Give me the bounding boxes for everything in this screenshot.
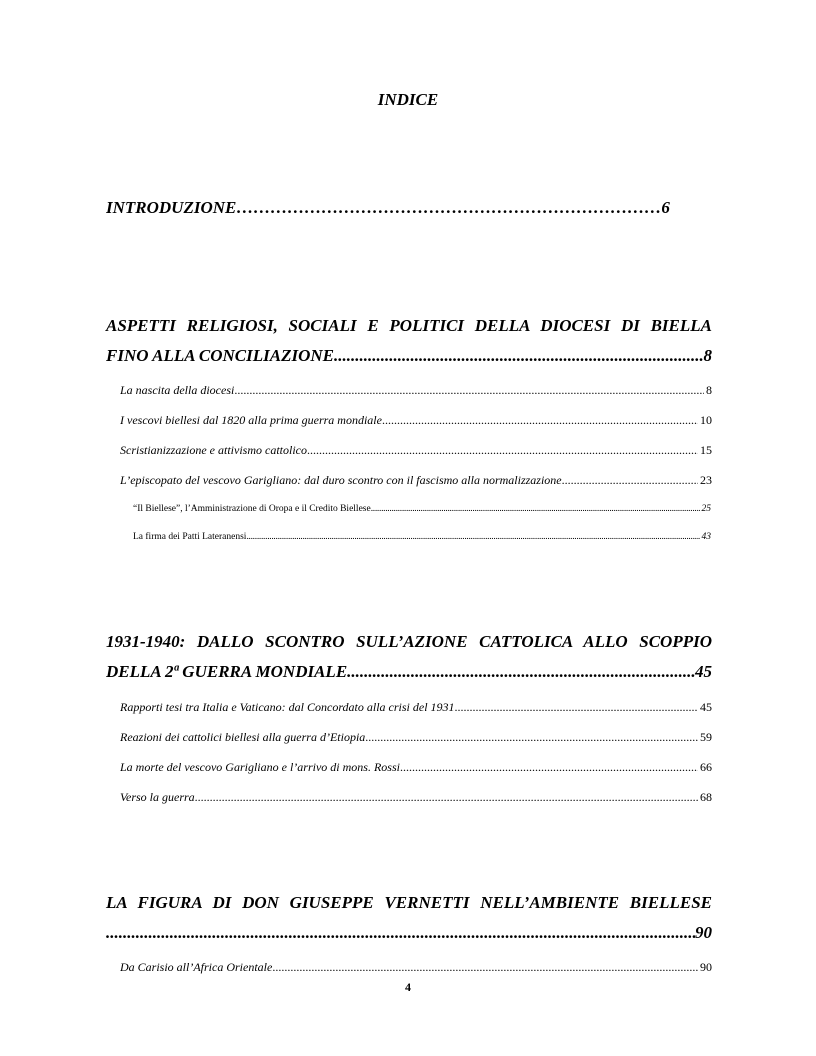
toc-section-label: La nascita della diocesi (120, 383, 235, 397)
page-number: 4 (405, 980, 411, 994)
toc-section-page: 45 (700, 700, 712, 714)
toc-section-page: 15 (700, 443, 712, 457)
toc-entry-page: 8 (703, 346, 712, 365)
toc-dot-leader (400, 760, 698, 775)
toc-section[interactable] (120, 413, 712, 431)
toc-dot-leader (347, 662, 695, 682)
toc-section-label: Da Carisio all’Africa Orientale (120, 960, 273, 974)
toc-section-label: Rapporti tesi tra Italia e Vaticano: dal Concordato alla crisi del 1931 (120, 700, 455, 714)
toc-section-page: 90 (700, 960, 712, 974)
toc-leader: ………………………………………………………………… (236, 198, 662, 217)
toc-section-page: 59 (700, 730, 712, 744)
toc-section-label: Reazioni dei cattolici biellesi alla guerra d’Etiopia (120, 730, 366, 744)
toc-section[interactable] (120, 960, 712, 978)
toc-dot-leader (106, 923, 695, 943)
chapter-1-title-line-1[interactable]: ASPETTI RELIGIOSI, SOCIALI E POLITICI DELLA DIOCESI DI BIELLA (106, 316, 712, 335)
chapter-2-title-line-2[interactable] (106, 662, 712, 688)
toc-dot-leader (272, 960, 698, 975)
toc-dot-leader (234, 383, 704, 398)
toc-section-label: La morte del vescovo Garigliano e l’arrivo di mons. Rossi (120, 760, 400, 774)
toc-dot-leader (246, 532, 699, 542)
toc-section-page: 68 (700, 790, 712, 804)
toc-section[interactable] (120, 473, 712, 491)
toc-entry-page: 45 (695, 662, 712, 681)
toc-subsection-page: 43 (701, 532, 711, 542)
toc-section[interactable] (120, 443, 712, 461)
toc-section-page: 8 (706, 383, 712, 397)
toc-section-page: 23 (700, 473, 712, 487)
toc-dot-leader (195, 790, 698, 805)
toc-section-label: I vescovi biellesi dal 1820 alla prima guerra mondiale (120, 413, 382, 427)
chapter-3-title-line-2[interactable] (106, 923, 712, 949)
toc-entry-page: 90 (695, 923, 712, 942)
toc-entry-label: INTRODUZIONE (106, 198, 237, 217)
toc-dot-leader (455, 700, 698, 715)
toc-section[interactable] (120, 760, 712, 778)
toc-subsection-page: 25 (701, 504, 711, 514)
toc-subsection[interactable] (133, 532, 711, 546)
toc-section[interactable] (120, 730, 712, 748)
toc-entry-page: 6 (661, 198, 670, 217)
toc-entry-introduzione[interactable] (106, 198, 706, 224)
toc-dot-leader (365, 730, 698, 745)
toc-section-page: 66 (700, 760, 712, 774)
toc-dot-leader (371, 504, 700, 514)
toc-subsection-label: “Il Biellese”, l’Amministrazione di Oropa e il Credito Biellese (133, 504, 371, 514)
toc-section[interactable] (120, 700, 712, 718)
toc-dot-leader (307, 443, 698, 458)
toc-dot-leader (334, 346, 704, 366)
toc-section-page: 10 (700, 413, 712, 427)
page-title: INDICE (377, 90, 439, 109)
toc-subsection-label: La firma dei Patti Lateranensi (133, 532, 247, 542)
toc-subsection[interactable] (133, 504, 711, 518)
toc-section[interactable] (120, 790, 712, 808)
toc-dot-leader (562, 473, 698, 488)
chapter-3-title-line-1[interactable]: LA FIGURA DI DON GIUSEPPE VERNETTI NELL’AMBIENTE BIELLESE (106, 893, 712, 912)
toc-entry-label: FINO ALLA CONCILIAZIONE (106, 346, 334, 365)
chapter-2-title-line-1[interactable]: 1931-1940: DALLO SCONTRO SULL’AZIONE CATTOLICA ALLO SCOPPIO (106, 632, 712, 651)
toc-entry-label: DELLA 2ª GUERRA MONDIALE (106, 662, 348, 681)
toc-section-label: L’episcopato del vescovo Garigliano: dal duro scontro con il fascismo alla normalizzazione (120, 473, 562, 487)
toc-dot-leader (382, 413, 698, 428)
toc-section-label: Scristianizzazione e attivismo cattolico (120, 443, 307, 457)
chapter-1-title-line-2[interactable] (106, 346, 712, 372)
toc-section[interactable] (120, 383, 712, 401)
toc-section-label: Verso la guerra (120, 790, 195, 804)
